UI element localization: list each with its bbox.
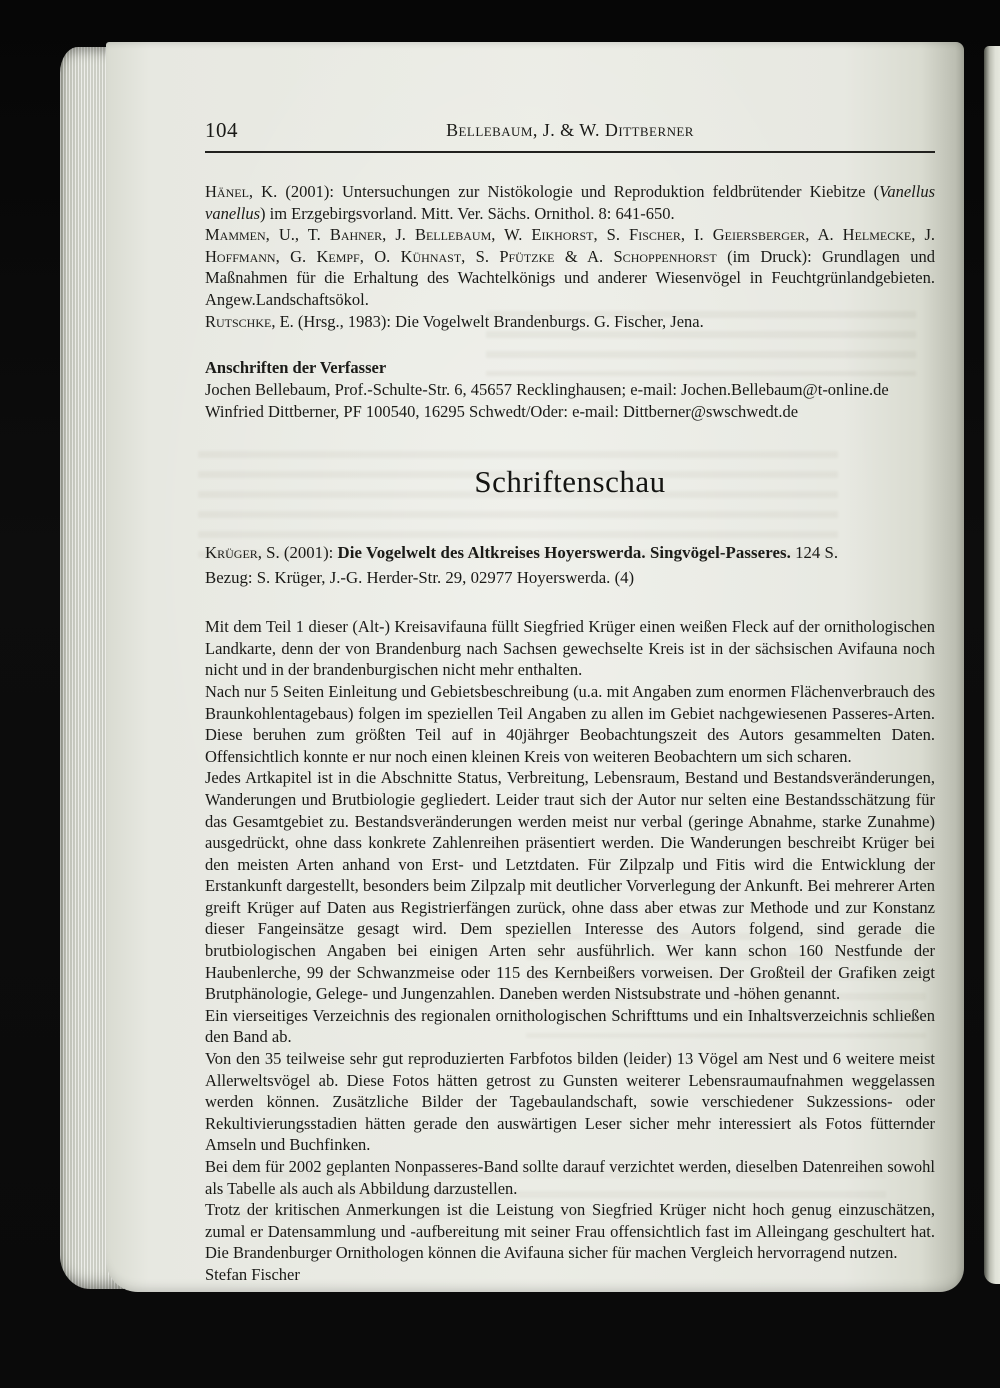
- review-paragraph: Jedes Artkapitel ist in die Abschnitte Status, Verbreitung, Lebensraum, Bestand und Bestandsveränderungen, Wanderungen und Brutbiologie gegliedert. Leider traut sich der Autor nur selten eine Bestandsschätzung für das Gesamtgebiet zu. Bestandsveränderungen werden meist nur verbal (geringe Abnahme, starke Zunahme) ausgedrückt, ohne dass konkrete Zahlenreihen präsentiert werden. Die Wanderungen beschreibt Krüger bei den meisten Arten anhand von Erst- und Letztdaten. Für Zilpzalp und Fitis wird die Entwicklung der Erstankunft dargestellt, besonders beim Zilpzalp mit deutlicher Vorverlegung der Ankunft. Bei mehrerer Arten greift Krüger auf Daten aus Registrierfängen zurück, ohne dass aber etwas zur Methode und zur Konstanz dieser Fangeinsätze gesagt wird. Dem speziellen Interesse des Autors folgend, sind gerade die brutbiologischen Angaben bei einigen Arten sehr ausführlich. Wer kann schon 160 Nestfunde der Haubenlerche, 99 der Schwanzmeise oder 115 des Kernbeißers vorweisen. Der Großteil der Grafiken zeigt Brutphänologie, Gelege- und Jungenzahlen. Daneben werden Nistsubstrate und -höhen genannt.: [205, 768, 935, 1004]
- review-citation: [205, 540, 935, 565]
- facing-page-edge: [984, 46, 1000, 1284]
- review-paragraph: Nach nur 5 Seiten Einleitung und Gebietsbeschreibung (u.a. mit Angaben zum enormen Flächenverbrauch des Braunkohlentagebaus) folgen im speziellen Teil Angaben zu allen im Gebiet nachgewiesenen Passeres-Arten. Diese beruhen zum größten Teil auf in 40jährger Beobachtungszeit des Autors gesammelten Daten. Offensichtlich konnte er nur noch einen kleinen Kreis von weiteren Beobachtern um sich scharen.: [205, 681, 935, 766]
- addresses-heading: Anschriften der Verfasser: [205, 358, 387, 378]
- page-header: [205, 118, 935, 142]
- review-paragraph: Mit dem Teil 1 dieser (Alt-) Kreisavifauna füllt Siegfried Krüger einen weißen Fleck auf der ornithologischen Landkarte, denn der von Brandenburg nach Sachsen gewechselte Kreis ist in der sächsischen Avifauna noch nicht und in der brandenburgischen nicht mehr enthalten.: [205, 617, 935, 680]
- page-surface: [106, 42, 964, 1292]
- review-order-info: Bezug: S. Krüger, J.-G. Herder-Str. 29, 02977 Hoyerswerda. (4): [205, 568, 635, 588]
- review-paragraph: Trotz der kritischen Anmerkungen ist die Leistung von Siegfried Krüger nicht hoch genug einzuschätzen, zumal er Datensammlung und -aufbereitung mit seiner Frau offensichtlich fast im Alleingang geschultert hat. Die Brandenburger Ornithologen können die Avifauna sicher für machen Vergleich hervorragend nutzen.: [205, 1200, 935, 1263]
- address-line: Winfried Dittberner, PF 100540, 16295 Schwedt/Oder: e-mail: Dittberner@swschwedt.de: [205, 402, 799, 422]
- reference-authors: Hänel, K.: [205, 182, 278, 201]
- reference-item: [205, 311, 935, 333]
- review-year: (2001):: [279, 543, 338, 563]
- review-pages: 124 S.: [790, 543, 839, 563]
- review-paragraph: Bei dem für 2002 geplanten Nonpasseres-Band sollte darauf verzichtet werden, dieselben Datenreihen sowohl als Tabelle als auch als Abbildung darzustellen.: [205, 1157, 935, 1198]
- reference-item: [205, 181, 935, 224]
- running-head: Bellebaum, J. & W. Dittberner: [446, 120, 694, 140]
- page-content: [205, 118, 935, 1286]
- reference-item: [205, 224, 935, 310]
- reference-authors: Rutschke, E.: [205, 311, 294, 331]
- reference-text: ) im Erzgebirgsvorland. Mitt. Ver. Sächs. Ornithol. 8: 641-650.: [260, 203, 675, 223]
- section-title: Schriftenschau: [474, 464, 666, 500]
- species-name-italic: Vanellus vanellus: [205, 182, 935, 223]
- review-body: [205, 616, 935, 1285]
- review-authors: Krüger, S.: [205, 543, 280, 563]
- review-paragraph: Von den 35 teilweise sehr gut reproduzierten Farbfotos bilden (leider) 13 Vögel am Nest und 6 weitere meist Allerweltsvögel ab. Diese Fotos hätten getrost zu Gunsten weiterer Lebensraumaufnahmen weggelassen werden können. Zusätzliche Bilder der Tagebaulandschaft, sowie verschiedener Sukzessions- oder Rekultivierungsstadien hätten gerade den auswärtigen Leser sicher mehr interessiert als Fotos fütternder Amseln und Buchfinken.: [205, 1049, 935, 1155]
- reviewer-signature: Stefan Fischer: [205, 1264, 300, 1284]
- address-line: Jochen Bellebaum, Prof.-Schulte-Str. 6, 45657 Recklinghausen; e-mail: Jochen.Bellebaum@t-online.de: [205, 380, 889, 400]
- reference-text: (2001): Untersuchungen zur Nistökologie und Reproduktion feldbrütender Kiebitze (: [277, 182, 880, 201]
- author-addresses: [205, 357, 935, 423]
- reference-authors: Mammen, U., T. Bahner, J. Bellebaum, W. Eikhorst, S. Fischer, I. Geiersberger, A. Helmecke, J. Hoffmann, G. Kempf, O. Kühnast, S. Pfützke & A. Schoppenhorst: [205, 225, 935, 266]
- reference-list: [205, 181, 935, 332]
- review-entry: [205, 540, 935, 590]
- page-number: 104: [205, 118, 238, 142]
- reference-text: (Hrsg., 1983): Die Vogelwelt Brandenburgs. G. Fischer, Jena.: [293, 311, 704, 331]
- review-paragraph: Ein vierseitiges Verzeichnis des regionalen ornithologischen Schrifttums und ein Inhaltsverzeichnis schließen den Band ab.: [205, 1005, 935, 1047]
- header-rule: [205, 151, 935, 153]
- review-title: Die Vogelwelt des Altkreises Hoyerswerda. Singvögel-Passeres.: [337, 543, 791, 563]
- reference-text: (im Druck): Grundlagen und Maßnahmen für die Erhaltung des Wachtelkönigs und anderer Wiesenvögel in Feuchtgrünlandgebieten. Angew.Landschaftsökol.: [205, 246, 935, 309]
